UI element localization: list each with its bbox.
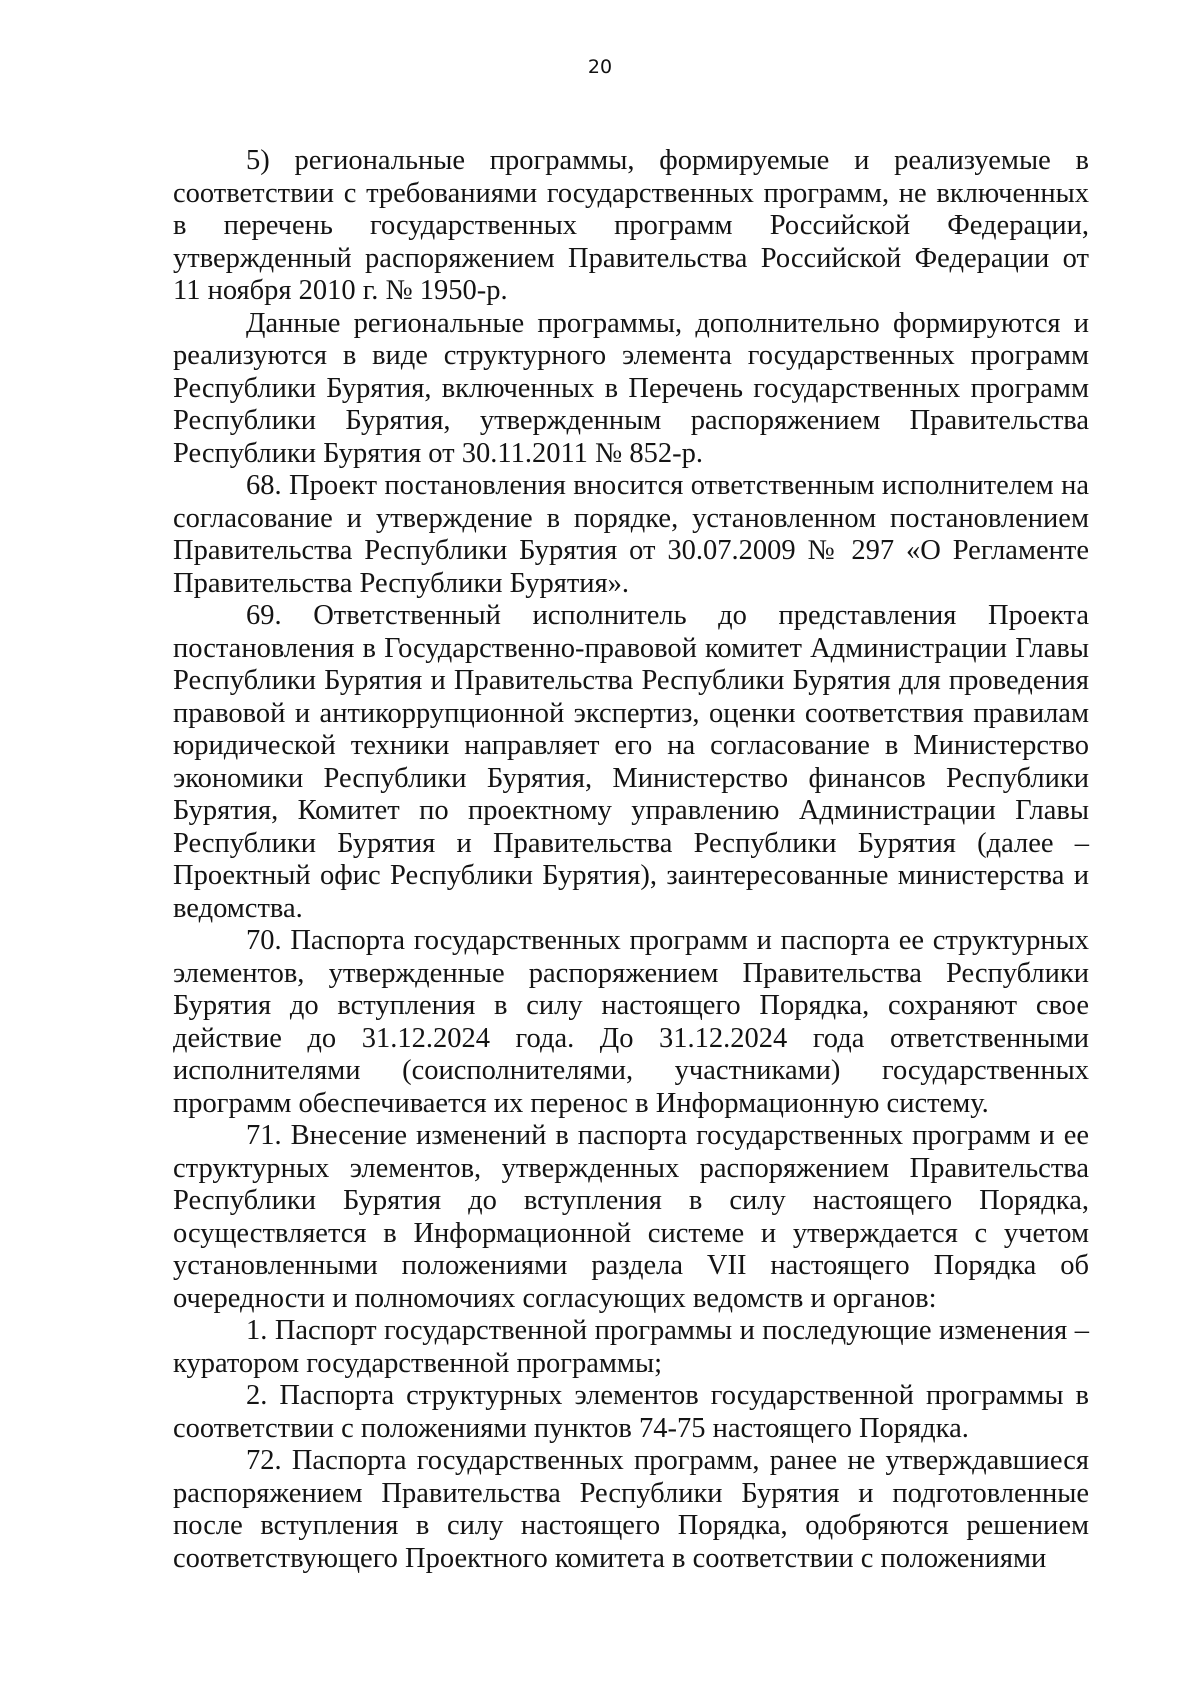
page-number: 20 xyxy=(587,56,613,78)
document-body xyxy=(173,145,1089,1575)
paragraph-70: 70. Паспорта государственных программ и паспорта ее структурных элементов, утвержденные распоряжением Правительства Республики Бурятия до вступления в силу настоящего Порядка, сохраняют свое действие до 31.12.2024 года. До 31.12.2024 года ответственными исполнителями (соисполнителями, участниками) государственных программ обеспечивается их перенос в Информационную систему. xyxy=(173,925,1089,1119)
paragraph-72: 72. Паспорта государственных программ, ранее не утверждавшиеся распоряжением Правительства Республики Бурятия и подготовленные после вступления в силу настоящего Порядка, одобряются решением соответствующего Проектного комитета в соответствии с положениями xyxy=(173,1445,1089,1574)
paragraph-71: 71. Внесение изменений в паспорта государственных программ и ее структурных элементов, утвержденных распоряжением Правительства Республики Бурятия до вступления в силу настоящего Порядка, осуществляется в Информационной системе и утверждается с учетом установленными положениями раздела VII настоящего Порядка об очередности и полномочиях согласующих ведомств и органов: xyxy=(173,1120,1089,1314)
paragraph-regional-programs-details: Данные региональные программы, дополнительно формируются и реализуются в виде структурного элемента государственных программ Республики Бурятия, включенных в Перечень государственных программ Республики Бурятия, утвержденным распоряжением Правительства Республики Бурятия от 30.11.2011 № 852-р. xyxy=(173,307,1089,469)
paragraph-68: 68. Проект постановления вносится ответственным исполнителем на согласование и утверждение в порядке, установленном постановлением Правительства Республики Бурятия от 30.07.2009 № 297 «О Регламенте Правительства Республики Бурятия». xyxy=(173,470,1089,599)
paragraph-item-5-regional-programs: 5) региональные программы, формируемые и реализуемые в соответствии с требованиями государственных программ, не включенных в перечень государственных программ Российской Федерации, утвержденный распоряжением Правительства Российской Федерации от 11 ноября 2010 г. № 1950-р. xyxy=(173,145,1089,306)
paragraph-69: 69. Ответственный исполнитель до представления Проекта постановления в Государственно-правовой комитет Администрации Главы Республики Бурятия и Правительства Республики Бурятия для проведения правовой и антикоррупционной экспертиз, оценки соответствия правилам юридической техники направляет его на согласование в Министерство экономики Республики Бурятия, Министерство финансов Республики Бурятия, Комитет по проектному управлению Администрации Главы Республики Бурятия и Правительства Республики Бурятия (далее – Проектный офис Республики Бурятия), заинтересованные министерства и ведомства. xyxy=(173,600,1089,924)
paragraph-71-item-1: 1. Паспорт государственной программы и последующие изменения – куратором государственной программы; xyxy=(173,1315,1089,1379)
paragraph-71-item-2: 2. Паспорта структурных элементов государственной программы в соответствии с положениями пунктов 74-75 настоящего Порядка. xyxy=(173,1380,1089,1444)
